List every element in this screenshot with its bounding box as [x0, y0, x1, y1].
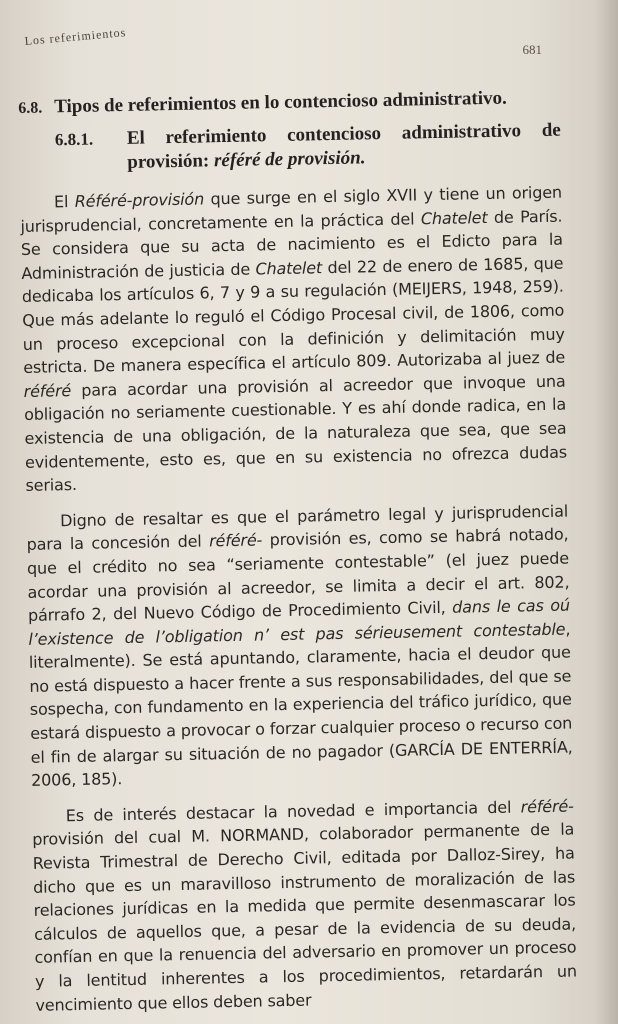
- paragraph-text: Digno de resaltar es que el parámetro legal y jurisprudencial para la concesión del: [26, 501, 569, 555]
- paragraph-text: de París. Se considera que su acta de nacimiento es el Edicto para la Administración de justicia de: [20, 206, 564, 283]
- subsection-title-italic: référé de provisión.: [213, 147, 366, 172]
- paragraph-text: del 22 de enero de 1685, que dedicaba los artículos 6, 7 y 9 a su regulación (MEIJERS, 1948, 259). Que más adelante lo reguló el Código Procesal civil, de 1806, como un proceso excepcional con la definición y delimitación muy estricta. De manera específica el artículo 809. Autorizaba al juez de: [21, 253, 566, 378]
- subsection-number: 6.8.1.: [54, 129, 94, 150]
- subsection-title: [127, 119, 562, 175]
- page-body: [18, 86, 578, 1017]
- paragraph-text: El: [53, 191, 75, 212]
- italic-term: Chatelet: [255, 257, 323, 279]
- running-head: Los referimientos: [24, 25, 127, 48]
- page-number: 681: [522, 42, 542, 57]
- section-heading: [18, 86, 560, 121]
- section-title: Tipos de referimientos en lo contencioso administrativo.: [54, 87, 507, 118]
- italic-term: référé: [23, 380, 72, 401]
- italic-term: référé: [520, 796, 569, 817]
- paragraph-text: provisión es, como se habrá notado, que el crédito no sea “seriamente contestable” (el juez puede acordar una provisión al acreedor, se limita a decir el art. 802, párrafo 2, del Nuevo Código de Procedimiento Civil,: [26, 524, 570, 625]
- paragraph-text: Es de interés destacar la novedad e importancia del: [65, 797, 521, 826]
- paragraph-text: que surge en el siglo XVII y tiene un origen jurisprudencial, concretamente en la práctica del: [20, 182, 563, 236]
- subsection-title-text: El referimiento contencioso administrativo de provisión:: [126, 119, 561, 173]
- paragraph-text: , literalmente). Se está apuntando, claramente, hacia el deudor que no está dispuesto a hacer frente a sus responsabilidades, del que se sospecha, con fundamento en la experiencia del tráfico jurídico, que estará dispuesto a provocar o forzar cualquier proceso o recurso con el fin de alargar su situación de no pagador (GARCÍA DE ENTERRÍA, 2006, 185).: [28, 619, 573, 791]
- italic-term: Référé-provisión: [74, 189, 205, 211]
- italic-term: Chatelet: [420, 207, 488, 228]
- section-number: 6.8.: [18, 99, 43, 117]
- italic-quote: dans le cas oú l’existence de l’obligation n’ est pas sérieusement contestable: [28, 595, 571, 649]
- italic-term: référé-: [208, 530, 263, 551]
- paragraph-text: para acordar una provisión al acreedor que invoque una obligación no seriamente cuestionable. Y es ahí donde radica, en la existencia de una obligación, de la naturaleza que sea, que sea evidentemente, esto es, que en su existencia no ofrezca dudas serias.: [23, 371, 568, 496]
- paragraph-2: [26, 499, 573, 792]
- subsection-heading: [55, 119, 562, 177]
- paragraph-text: -provisión del cual M. NORMAND, colaborador permanente de la Revista Trimestral de Derecho Civil, editada por Dalloz-Sirey, ha dicho que es un maravilloso instrumento de moralización de las relaciones jurídicas en la medida que permite desenmascarar los cálculos de aquellos que, a pesar de la evidencia de su deuda, confían en que la renuencia del adversario en promover un proceso y la lentitud inherentes a los procedimientos, retardarán un vencimiento que ellos deben saber: [32, 796, 578, 1015]
- paragraph-3: [32, 794, 578, 1017]
- paragraph-1: [20, 181, 568, 498]
